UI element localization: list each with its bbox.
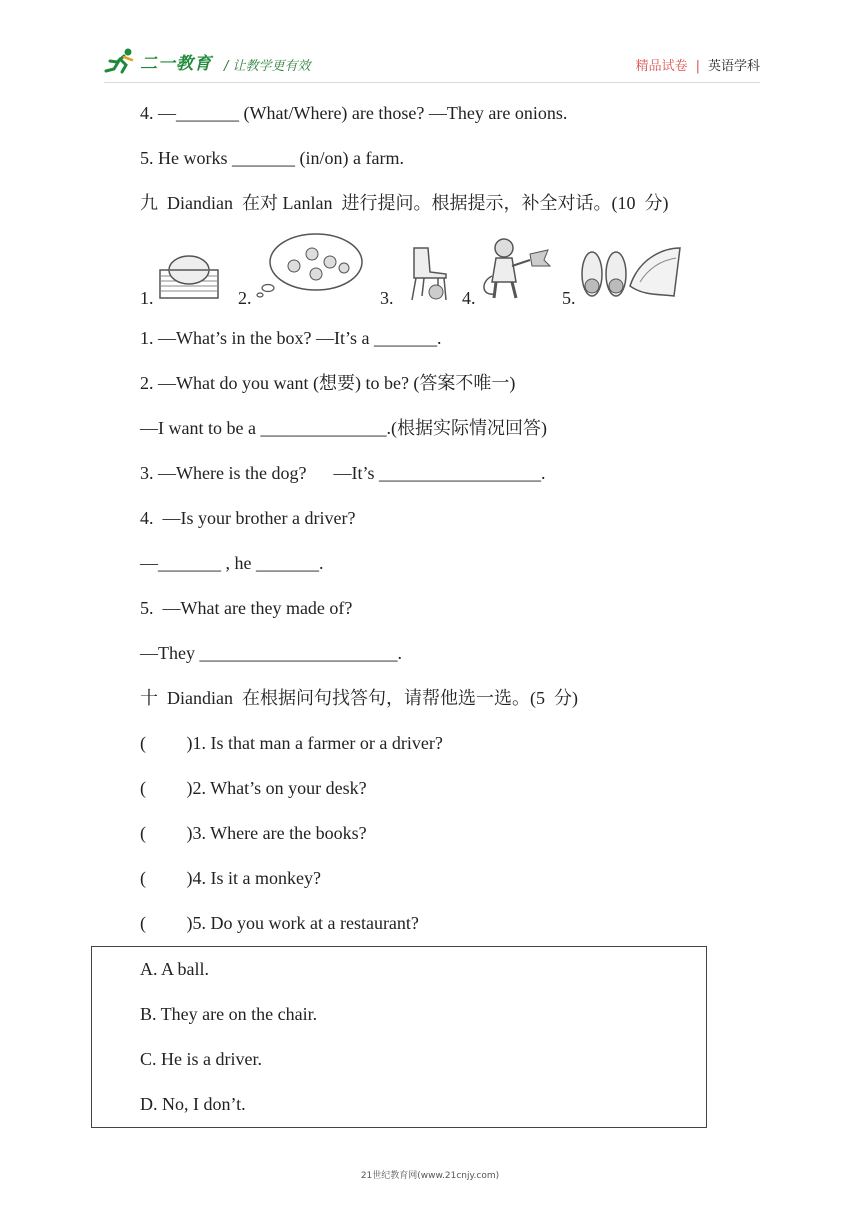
picture-number: 2.	[238, 288, 252, 308]
question-line: 4. —Is your brother a driver?	[140, 508, 356, 528]
brand-logo	[104, 47, 212, 75]
firefighter-icon	[478, 236, 552, 302]
header-label: 精品试卷	[635, 59, 688, 74]
shoes-and-cloth-icon	[580, 246, 684, 300]
question-line: —_______ , he _______.	[140, 553, 324, 573]
question-line: 1. —What’s in the box? —It’s a _______.	[140, 328, 442, 348]
question-line: —They ______________________.	[140, 643, 402, 663]
page-footer: 21世纪教育网(www.21cnjy.com)	[360, 1171, 500, 1181]
question-line: 4. —_______ (What/Where) are those? —They are onions.	[140, 103, 568, 123]
question-line: 2. —What do you want (想要) to be? (答案不唯一)	[140, 373, 516, 393]
answer-options-box	[91, 946, 707, 1128]
matching-question: ( )5. Do you work at a restaurant?	[140, 913, 419, 933]
thought-bubble-jobs-icon	[254, 232, 364, 298]
question-line: 5. —What are they made of?	[140, 598, 353, 618]
header-subject: 英语学科	[707, 59, 760, 74]
picture-number: 5.	[562, 288, 576, 308]
matching-question: ( )4. Is it a monkey?	[140, 868, 321, 888]
page-header	[0, 0, 860, 90]
answer-option: D. No, I don’t.	[140, 1094, 246, 1114]
question-line: —I want to be a ______________.(根据实际情况回答)	[140, 418, 547, 438]
picture-number: 3.	[380, 288, 394, 308]
chair-with-dog-icon	[406, 244, 450, 302]
runner-logo-icon	[104, 47, 138, 75]
picture-row	[140, 232, 700, 312]
brand-slogan: / 让教学更有效	[224, 59, 311, 74]
header-rule	[104, 82, 760, 83]
header-right	[636, 55, 760, 74]
answer-option: B. They are on the chair.	[140, 1004, 318, 1024]
section-title: 十 Diandian 在根据问句找答句，请帮他选一选。(5 分)	[140, 688, 578, 708]
picture-number: 4.	[462, 288, 476, 308]
brand-name: 二一教育	[140, 53, 212, 74]
matching-question: ( )1. Is that man a farmer or a driver?	[140, 733, 443, 753]
answer-option: C. He is a driver.	[140, 1049, 262, 1069]
question-line: 5. He works _______ (in/on) a farm.	[140, 148, 404, 168]
matching-question: ( )2. What’s on your desk?	[140, 778, 367, 798]
header-divider: |	[695, 59, 700, 74]
box-with-ball-icon	[156, 254, 222, 300]
section-title: 九 Diandian 在对 Lanlan 进行提问。根据提示，补全对话。(10 分)	[140, 193, 669, 213]
question-line: 3. —Where is the dog? —It’s __________________.	[140, 463, 546, 483]
picture-number: 1.	[140, 288, 154, 308]
answer-option: A. A ball.	[140, 959, 210, 979]
matching-question: ( )3. Where are the books?	[140, 823, 367, 843]
